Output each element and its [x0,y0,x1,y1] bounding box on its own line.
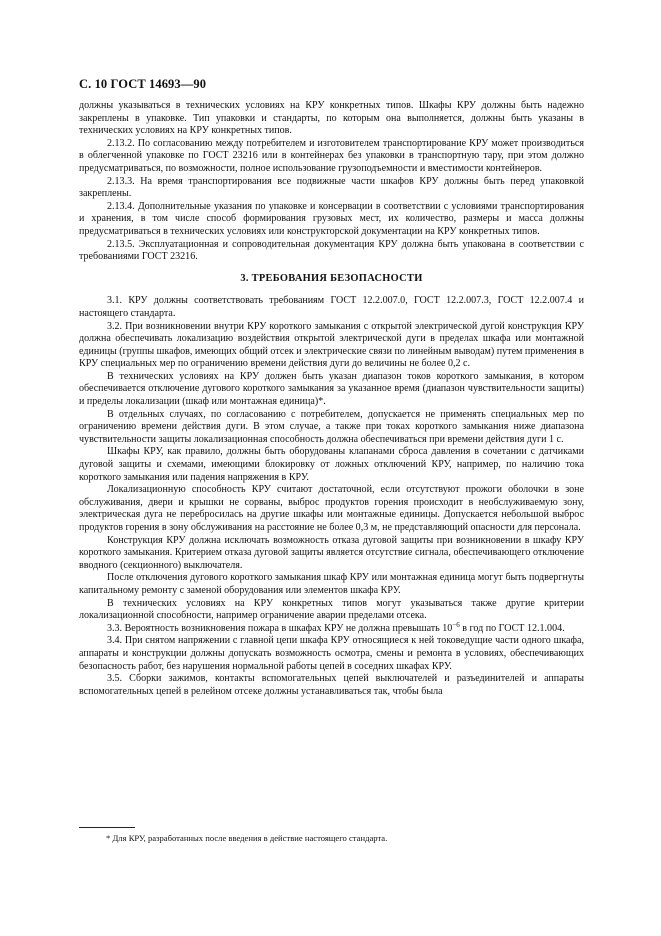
paragraph-3-3 [79,620,584,636]
paragraph-3-2: 3.2. При возникновении внутри КРУ короткого замыкания с открытой электрической дугой конструкция КРУ должна обеспечивать локализацию воздействия открытой электрической дуги в пределах шкафа или монтажной единицы (группы шкафов, имеющих общий отсек и электрические связи по линейным выводам) путем применения в КРУ специальных мер по ограничению времени действия дуги до величины не более 0,2 с. [79,320,584,370]
paragraph-3-2-localization: Локализационную способность КРУ считают достаточной, если отсутствуют прожоги оболочки в зоне обслуживания, двери и крышки не сорваны, выброс продуктов горения происходит в необслуживаемую зону, электрическая дуга не перебросилась на другие шкафы или монтажные единицы. Допускается небольшой выброс продуктов горения в зону обслуживания на расстояние не более 0,3 м, не представляющий опасности для персонала. [79,484,584,533]
footnote: * Для КРУ, разработанных после введения в действие настоящего стандарта. [106,833,388,843]
paragraph-3-2-protection: Конструкция КРУ должна исключать возможность отказа дуговой защиты при возникновении в шкафу КРУ короткого замыкания. Критерием отказа дуговой защиты является отсутствие сигнала, обеспечивающего отключение вводного (секционного) выключателя. [79,534,584,571]
paragraph-2-13-2: 2.13.2. По согласованию между потребителем и изготовителем транспортирование КРУ может производиться в облегченной упаковке по ГОСТ 23216 или в контейнерах без упаковки в транспортную тару, при этом должно предусматриваться, по возможности, полное использование грузоподъемности и вместимости контейнеров. [79,137,584,174]
paragraph-3-2-exceptions: В отдельных случаях, по согласованию с потребителем, допускается не применять специальных мер по ограничению времени действия дуги. В этом случае, а также при токах короткого замыкания ниже диапазона чувствительности защиты локализационная способность должна обеспечиваться при времени действия дуги 1 с. [79,408,584,445]
paragraph-3-2-criteria: В технических условиях на КРУ конкретных типов могут указываться также другие критерии локализационной способности, например ограничение аварии пределами отсека. [79,597,584,622]
continuation-paragraph: должны указываться в технических условиях на КРУ конкретных типов. Шкафы КРУ должны быть надежно закреплены в упаковке. Тип упаковки и стандарты, по которым она выполняется, должны быть указаны в технических условиях на КРУ конкретных типов. [79,100,584,137]
paragraph-3-1: 3.1. КРУ должны соответствовать требованиям ГОСТ 12.2.007.0, ГОСТ 12.2.007.3, ГОСТ 12.2.007.4 и настоящего стандарта. [79,295,584,319]
paragraph-3-2-range: В технических условиях на КРУ должен быть указан диапазон токов короткого замыкания, в котором обеспечивается отключение дугового короткого замыкания за указанное время (диапазон чувствительности защиты) и пределы локализации (шкаф или монтажная единица)*. [79,370,584,408]
page-header: С. 10 ГОСТ 14693—90 [79,77,207,91]
footnote-divider [79,827,135,828]
paragraph-2-13-3: 2.13.3. На время транспортирования все подвижные части шкафов КРУ должны быть перед упаковкой закреплены. [79,175,584,200]
paragraph-3-3-exponent: −6 [452,620,460,629]
page-body [79,100,584,698]
paragraph-3-3-tail: в год по ГОСТ 12.1.004. [459,622,565,634]
paragraph-3-2-repair: После отключения дугового короткого замыкания шкаф КРУ или монтажная единица могут быть подвергнуты капитальному ремонту с заменой оборудования или элементов шкафа КРУ. [79,572,584,596]
paragraph-3-4: 3.4. При снятом напряжении с главной цепи шкафа КРУ относящиеся к ней токоведущие части одного шкафа, аппараты и конструкции должны допускать возможность осмотра, смены и ремонта в условиях, обеспечивающих безопасность работ, без нарушения нормальной работы цепей в соседних шкафах КРУ. [79,635,584,672]
paragraph-2-13-5: 2.13.5. Эксплуатационная и сопроводительная документация КРУ должна быть упакована в соответствии с требованиями ГОСТ 23216. [79,238,584,263]
paragraph-2-13-4: 2.13.4. Дополнительные указания по упаковке и консервации в соответствии с условиями транспортирования и хранения, в том числе способ формирования грузовых мест, их количество, размеры и масса должны предусматриваться в технических условиях или конструкторской документации на КРУ конкретных типов. [79,200,584,237]
section-title: 3. ТРЕБОВАНИЯ БЕЗОПАСНОСТИ [240,272,423,284]
paragraph-3-2-valves: Шкафы КРУ, как правило, должны быть оборудованы клапанами сброса давления в сочетании с датчиками дуговой защиты и схемами, имеющими блокировку от ложных отключений КРУ, например, по наличию тока короткого замыкания или падения напряжения в КРУ. [79,446,584,483]
paragraph-3-5: 3.5. Сборки зажимов, контакты вспомогательных цепей выключателей и разъединителей и аппараты вспомогательных цепей в релейном отсеке должны устанавливаться так, чтобы была [79,673,584,697]
paragraph-3-3-text: 3.3. Вероятность возникновения пожара в шкафах КРУ не должна превышать 10 [107,622,453,634]
